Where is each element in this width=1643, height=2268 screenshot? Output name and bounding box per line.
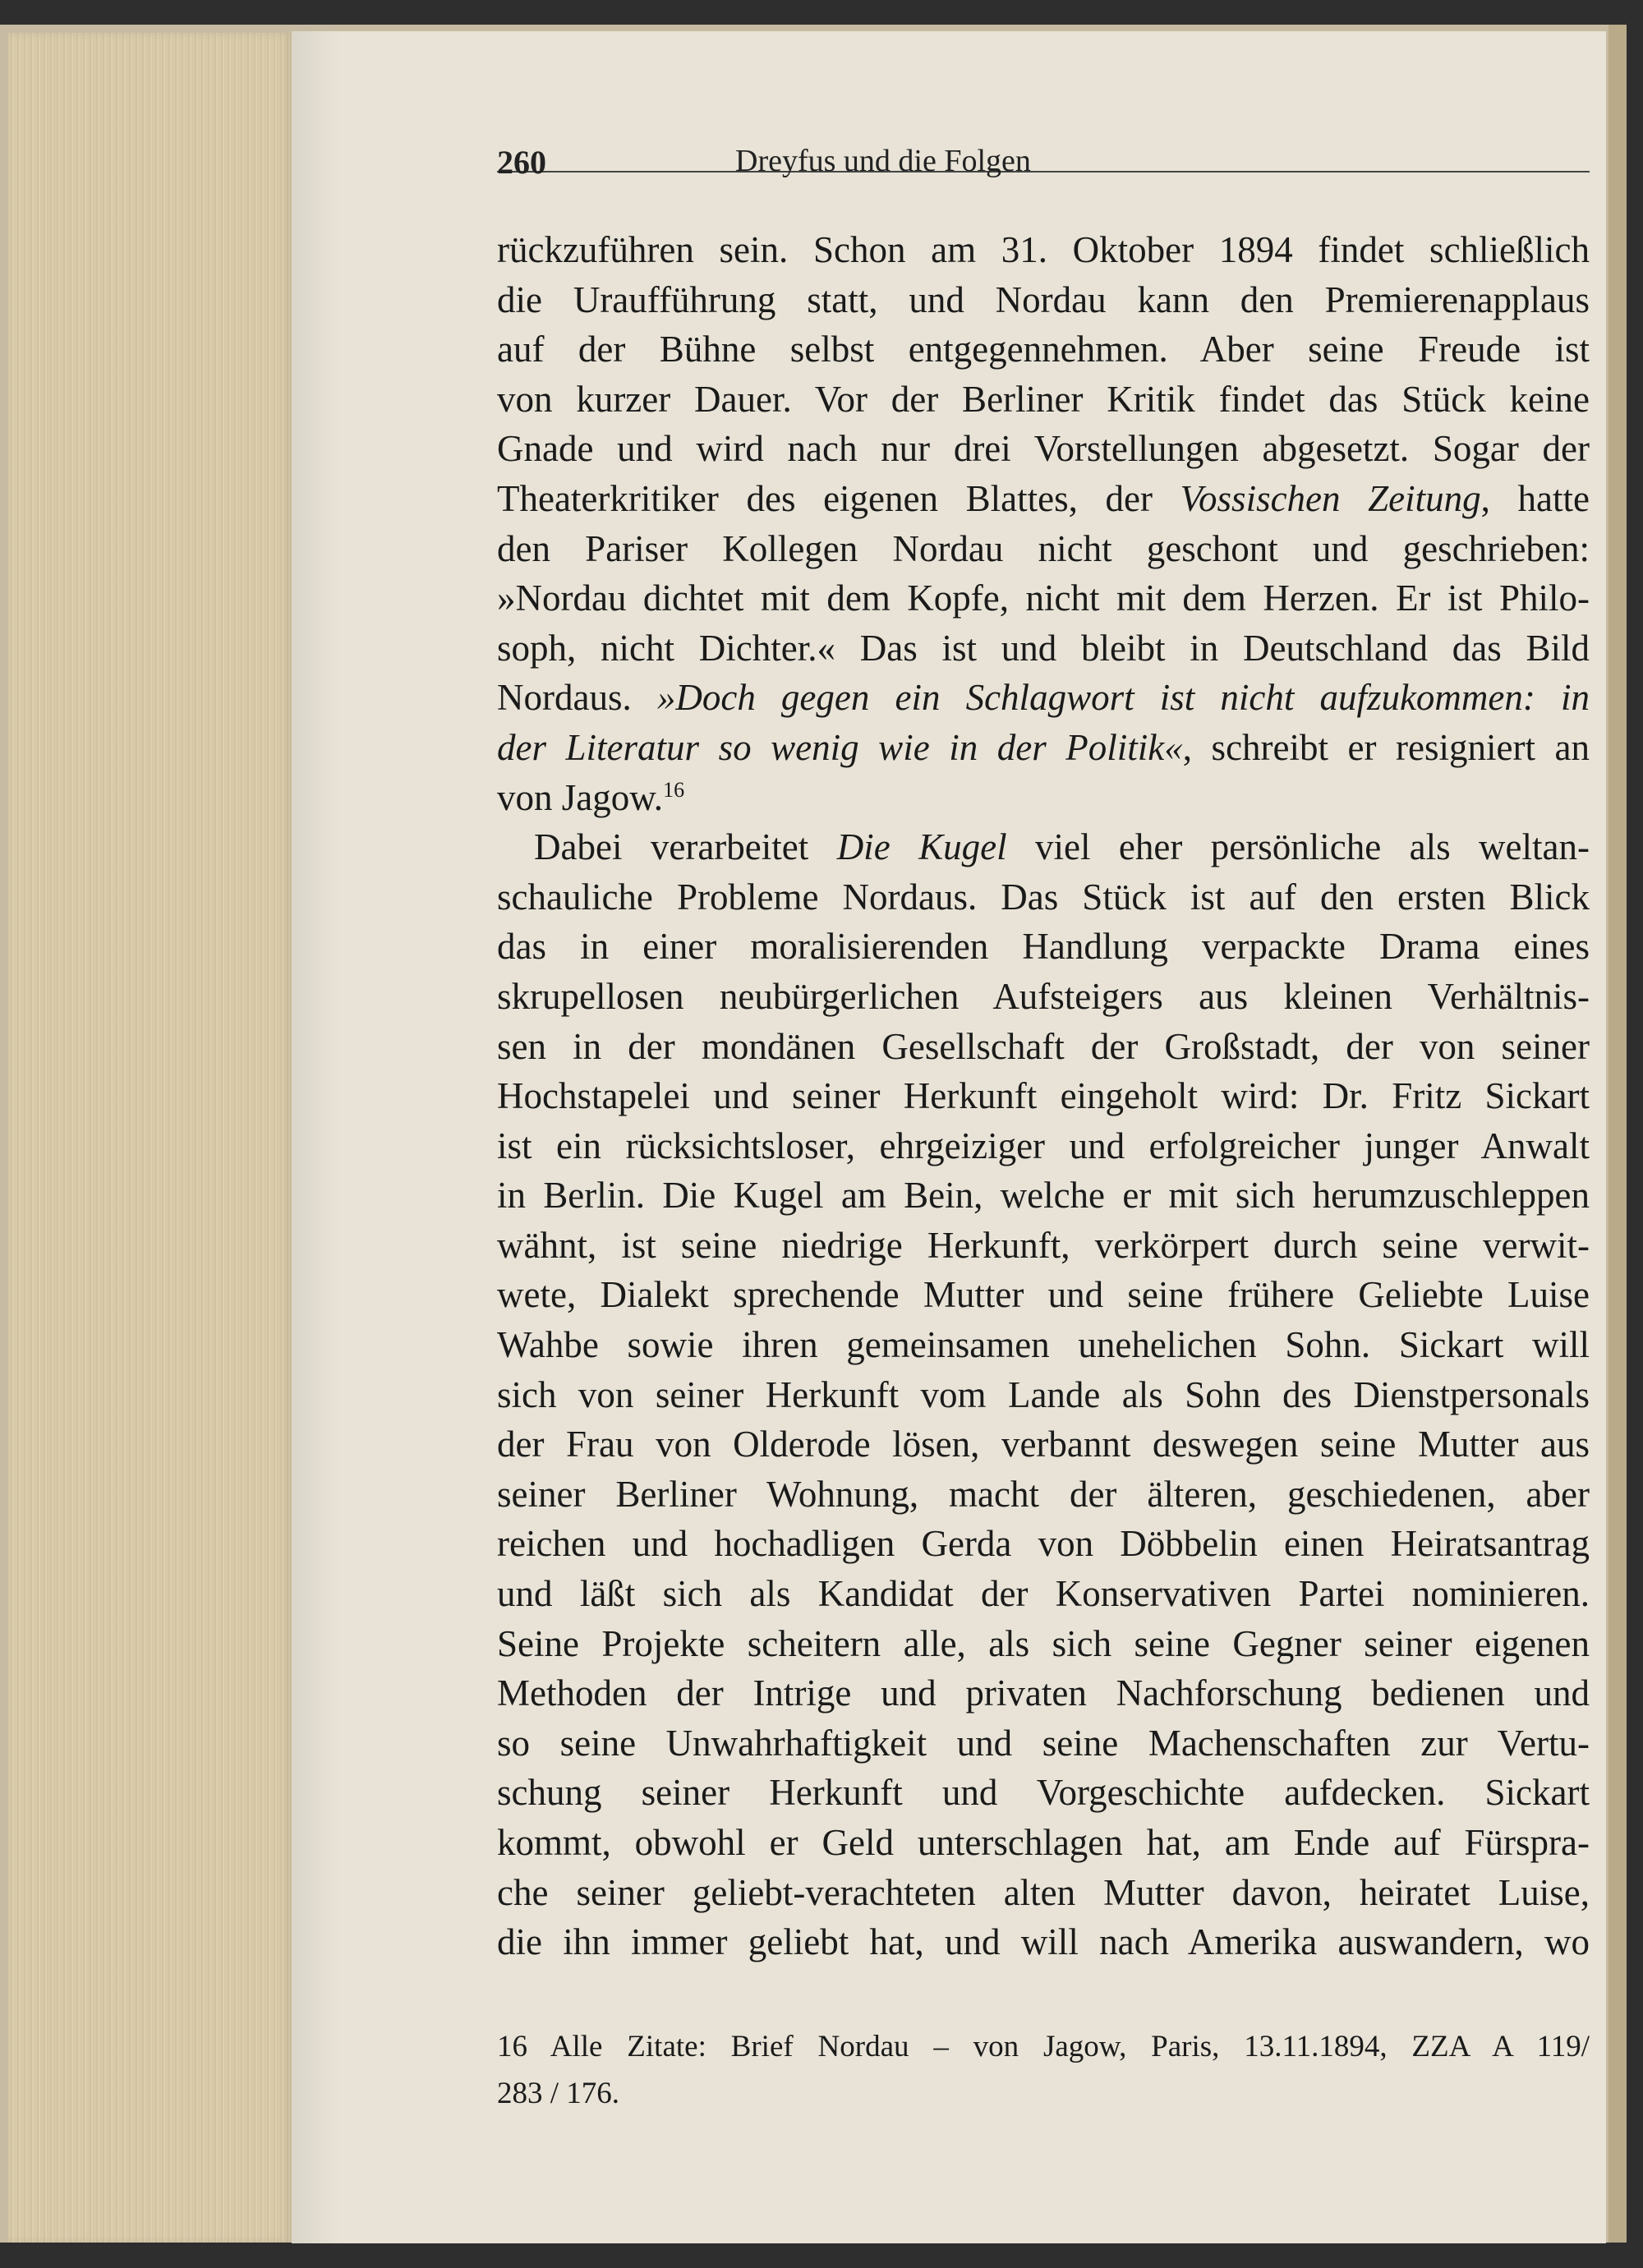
italic-quote: der Literatur so wenig wie in der Politik«: [497, 726, 1183, 768]
text-line: schauliche Probleme Nordaus. Das Stück ist auf den ersten Blick: [497, 876, 1590, 918]
text-segment: Theaterkritiker des eigenen Blattes, der: [497, 477, 1180, 519]
text-line: von kurzer Dauer. Vor der Berliner Kritik findet das Stück keine: [497, 378, 1590, 420]
running-title: Dreyfus und die Folgen: [735, 144, 1031, 178]
text-line: der Frau von Olderode lösen, verbannt deswegen seine Mutter aus: [497, 1424, 1590, 1465]
text-line: Seine Projekte scheitern alle, als sich seine Gegner seiner eigenen: [497, 1622, 1590, 1664]
text-line: skrupellosen neubürgerlichen Aufsteigers aus kleinen Verhältnis-: [497, 975, 1590, 1017]
text-segment: , schreibt er resigniert an: [1182, 726, 1590, 768]
text-line: [497, 773, 1590, 823]
text-line: [497, 474, 1590, 524]
paragraph-2: [497, 822, 1590, 1967]
text-line: wete, Dialekt sprechende Mutter und seine frühere Geliebte Luise: [497, 1274, 1590, 1316]
body-text: [497, 225, 1590, 1967]
italic-quote: »Doch gegen ein Schlagwort ist nicht aufzukommen: in: [656, 677, 1590, 719]
text-segment: viel eher persönliche als weltan-: [1006, 826, 1590, 868]
text-line: wähnt, ist seine niedrige Herkunft, verkörpert durch seine verwit-: [497, 1224, 1590, 1266]
text-line: Hochstapelei und seiner Herkunft eingeholt wird: Dr. Fritz Sickart: [497, 1075, 1590, 1117]
text-line: so seine Unwahrhaftigkeit und seine Machenschaften zur Vertu-: [497, 1722, 1590, 1764]
text-line: seiner Berliner Wohnung, macht der älteren, geschiedenen, aber: [497, 1473, 1590, 1515]
footnote-ref[interactable]: 16: [663, 777, 685, 802]
footnote-line: 16 Alle Zitate: Brief Nordau – von Jagow, Paris, 13.11.1894, ZZA A 119/: [497, 2030, 1590, 2063]
italic-title: Die Kugel: [836, 826, 1007, 868]
text-line: »Nordau dichtet mit dem Kopfe, nicht mit dem Herzen. Er ist Philo-: [497, 577, 1590, 619]
text-line: [497, 822, 1590, 872]
text-segment: Nordaus.: [497, 677, 657, 719]
page-number: 260: [497, 144, 546, 181]
text-line: den Pariser Kollegen Nordau nicht geschont und geschrieben:: [497, 527, 1590, 569]
text-line: che seiner geliebt-verachteten alten Mutter davon, heiratet Luise,: [497, 1871, 1590, 1913]
text-line: auf der Bühne selbst entgegennehmen. Aber seine Freude ist: [497, 329, 1590, 370]
book-page-edges: [8, 33, 292, 2243]
text-line: und läßt sich als Kandidat der Konservativen Partei nominieren.: [497, 1573, 1590, 1615]
text-line: in Berlin. Die Kugel am Bein, welche er mit sich herumzuschleppen: [497, 1175, 1590, 1217]
text-line: die Uraufführung statt, und Nordau kann den Premierenapplaus: [497, 278, 1590, 320]
book-page: [292, 31, 1606, 2243]
text-line: [497, 723, 1590, 773]
text-segment: Dabei verarbeitet: [534, 826, 837, 868]
footnote-line: 283 / 176.: [497, 2077, 620, 2110]
paragraph-1: [497, 225, 1590, 822]
text-line: das in einer moralisierenden Handlung verpackte Drama eines: [497, 926, 1590, 968]
text-line: [497, 673, 1590, 723]
text-segment: von Jagow.: [497, 776, 664, 818]
text-segment: , hatte: [1480, 477, 1590, 519]
running-head: [497, 122, 1590, 173]
text-line: sen in der mondänen Gesellschaft der Großstadt, der von seiner: [497, 1025, 1590, 1067]
footnote: [497, 2023, 1590, 2117]
text-line: die ihn immer geliebt hat, und will nach Amerika auswandern, wo: [497, 1921, 1590, 1963]
text-line: Methoden der Intrige und privaten Nachforschung bedienen und: [497, 1672, 1590, 1714]
text-line: sich von seiner Herkunft vom Lande als Sohn des Dienstpersonals: [497, 1373, 1590, 1415]
text-line: rückzuführen sein. Schon am 31. Oktober 1894 findet schließlich: [497, 229, 1590, 270]
text-line: Wahbe sowie ihren gemeinsamen unehelichen Sohn. Sickart will: [497, 1324, 1590, 1366]
text-line: soph, nicht Dichter.« Das ist und bleibt in Deutschland das Bild: [497, 627, 1590, 669]
text-line: ist ein rücksichtsloser, ehrgeiziger und erfolgreicher junger Anwalt: [497, 1125, 1590, 1166]
italic-title: Vossischen Zeitung: [1180, 477, 1481, 519]
text-line: schung seiner Herkunft und Vorgeschichte aufdecken. Sickart: [497, 1772, 1590, 1814]
text-line: kommt, obwohl er Geld unterschlagen hat, am Ende auf Fürspra-: [497, 1822, 1590, 1863]
text-line: reichen und hochadligen Gerda von Döbbelin einen Heiratsantrag: [497, 1523, 1590, 1565]
book-edge-strip: [1608, 25, 1627, 2243]
text-line: Gnade und wird nach nur drei Vorstellungen abgesetzt. Sogar der: [497, 428, 1590, 470]
